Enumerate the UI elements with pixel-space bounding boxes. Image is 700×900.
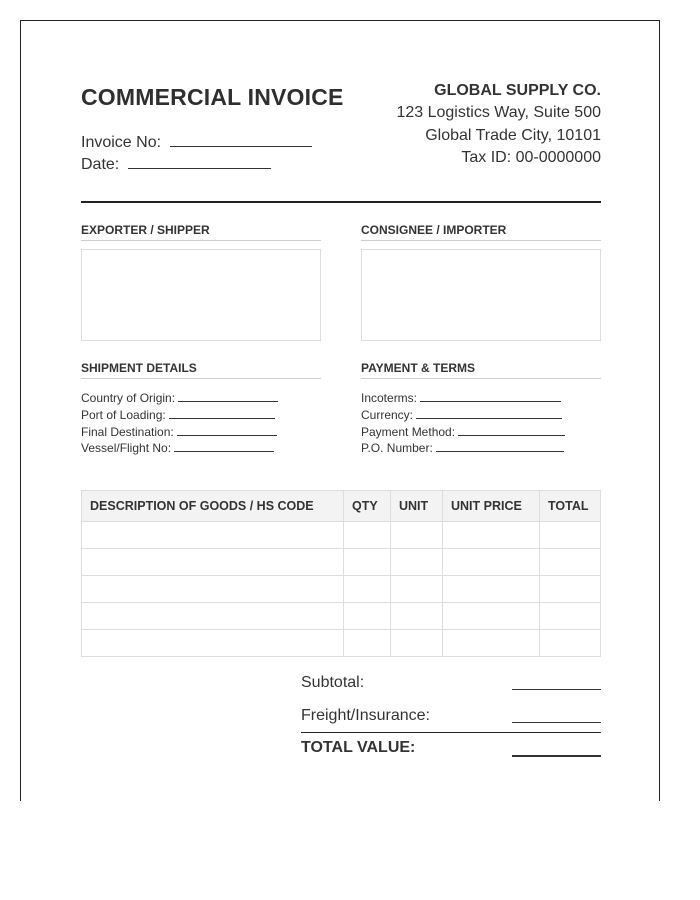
payment-section-label: PAYMENT & TERMS: [361, 361, 601, 379]
company-address-line1: 123 Logistics Way, Suite 500: [396, 104, 601, 121]
column-header-qty: QTY: [344, 491, 391, 522]
field-blank[interactable]: [174, 441, 274, 452]
table-cell[interactable]: [391, 630, 443, 657]
subtotal-field[interactable]: [512, 689, 601, 690]
table-cell[interactable]: [540, 576, 601, 603]
table-cell[interactable]: [443, 522, 540, 549]
table-cell[interactable]: [82, 603, 344, 630]
table-cell[interactable]: [344, 549, 391, 576]
field-label: Port of Loading:: [81, 408, 166, 422]
table-cell[interactable]: [540, 549, 601, 576]
column-header-unit-price: UNIT PRICE: [443, 491, 540, 522]
totals-divider: [301, 732, 601, 733]
field-label: P.O. Number:: [361, 441, 433, 455]
line-items-table: [81, 490, 601, 657]
document-title: COMMERCIAL INVOICE: [81, 84, 344, 110]
shipment-section-label: SHIPMENT DETAILS: [81, 361, 321, 379]
port-of-loading-field[interactable]: [81, 408, 275, 422]
field-label: Incoterms:: [361, 391, 418, 405]
table-row: [82, 603, 601, 630]
header-divider: [81, 201, 601, 203]
company-name: GLOBAL SUPPLY CO.: [434, 82, 601, 99]
table-row: [82, 576, 601, 603]
date-field[interactable]: [128, 154, 271, 169]
invoice-number-label: Invoice No:: [81, 134, 162, 151]
table-cell[interactable]: [344, 630, 391, 657]
field-label: Currency:: [361, 408, 414, 422]
vessel-flight-field[interactable]: [81, 441, 274, 455]
field-label: Vessel/Flight No:: [81, 441, 172, 455]
table-cell[interactable]: [82, 522, 344, 549]
exporter-box[interactable]: [81, 249, 321, 341]
date-label: Date:: [81, 156, 120, 173]
total-value-field[interactable]: [512, 755, 601, 757]
table-cell[interactable]: [443, 576, 540, 603]
invoice-number-field[interactable]: [170, 132, 312, 147]
table-cell[interactable]: [344, 603, 391, 630]
table-cell[interactable]: [82, 576, 344, 603]
table-row: [82, 522, 601, 549]
table-row: [82, 630, 601, 657]
table-cell[interactable]: [391, 603, 443, 630]
table-cell[interactable]: [391, 549, 443, 576]
table-cell[interactable]: [443, 630, 540, 657]
table-row: [82, 549, 601, 576]
field-blank[interactable]: [169, 408, 275, 419]
table-cell[interactable]: [540, 603, 601, 630]
currency-field[interactable]: [361, 408, 562, 422]
table-cell[interactable]: [344, 522, 391, 549]
field-blank[interactable]: [436, 441, 564, 452]
freight-insurance-label: Freight/Insurance:: [301, 707, 430, 724]
incoterms-field[interactable]: [361, 391, 561, 405]
exporter-section-label: EXPORTER / SHIPPER: [81, 223, 321, 241]
total-value-label: TOTAL VALUE:: [301, 739, 416, 756]
field-label: Country of Origin:: [81, 391, 176, 405]
column-header-unit: UNIT: [391, 491, 443, 522]
table-header-row: [82, 491, 601, 522]
consignee-box[interactable]: [361, 249, 601, 341]
table-cell[interactable]: [540, 522, 601, 549]
po-number-field[interactable]: [361, 441, 564, 455]
payment-method-field[interactable]: [361, 425, 565, 439]
table-cell[interactable]: [443, 603, 540, 630]
table-cell[interactable]: [344, 576, 391, 603]
field-blank[interactable]: [420, 391, 561, 402]
company-tax-id: Tax ID: 00-0000000: [461, 149, 601, 166]
freight-insurance-field[interactable]: [512, 722, 601, 723]
country-of-origin-field[interactable]: [81, 391, 278, 405]
field-blank[interactable]: [416, 408, 562, 419]
table-cell[interactable]: [82, 549, 344, 576]
table-cell[interactable]: [82, 630, 344, 657]
field-blank[interactable]: [177, 425, 277, 436]
column-header-description: DESCRIPTION OF GOODS / HS CODE: [82, 491, 344, 522]
column-header-total: TOTAL: [540, 491, 601, 522]
date-row: [81, 154, 271, 174]
field-label: Final Destination:: [81, 425, 174, 439]
line-items-body: [82, 522, 601, 657]
subtotal-label: Subtotal:: [301, 674, 365, 691]
table-cell[interactable]: [391, 522, 443, 549]
field-blank[interactable]: [178, 391, 278, 402]
invoice-number-row: [81, 132, 312, 152]
table-cell[interactable]: [540, 630, 601, 657]
field-blank[interactable]: [458, 425, 565, 436]
field-label: Payment Method:: [361, 425, 456, 439]
final-destination-field[interactable]: [81, 425, 277, 439]
company-address-line2: Global Trade City, 10101: [425, 127, 601, 144]
table-cell[interactable]: [391, 576, 443, 603]
consignee-section-label: CONSIGNEE / IMPORTER: [361, 223, 601, 241]
table-cell[interactable]: [443, 549, 540, 576]
